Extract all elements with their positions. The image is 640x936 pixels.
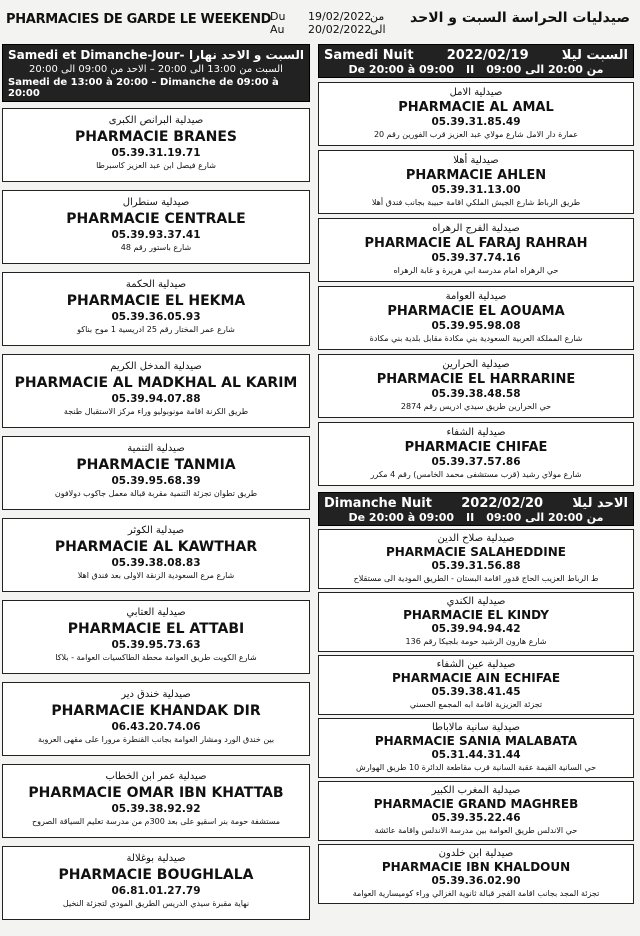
pharmacy-name-ar: صيدلية بوغلالة (126, 853, 186, 864)
pharmacy-name-ar: صيدلية سنطرال (122, 197, 190, 208)
pharmacy-phone: 05.39.95.98.08 (431, 320, 521, 332)
pharmacy-phone: 05.39.36.02.90 (431, 875, 521, 887)
pharmacy-address: مستشفة حومة بنر اسقيو على بعد 300م من مدرسة تعليم السياقة الصروح (31, 817, 281, 826)
day-column (2, 44, 310, 920)
night-column (318, 44, 634, 904)
day-banner-ar: السبت و الاحد نهارا (188, 48, 304, 62)
sunday-night-list (318, 529, 634, 904)
pharmacy-card (2, 108, 310, 182)
pharmacy-phone: 05.39.95.73.63 (111, 639, 201, 651)
pharmacy-name-ar: صيدلية عمر ابن الخطاب (105, 771, 207, 782)
pharmacy-address: حي الحرارين طريق سيدي ادريس رقم 2874 (400, 402, 552, 411)
pharmacy-card (318, 150, 634, 214)
pharmacy-phone: 05.39.37.57.86 (431, 456, 521, 468)
pharmacy-phone: 05.39.31.56.88 (431, 560, 521, 572)
pharmacy-name-fr: PHARMACIE CHIFAE (404, 440, 548, 455)
pharmacy-phone: 05.39.35.22.46 (431, 812, 521, 824)
pharmacy-card (2, 518, 310, 592)
pharmacy-address: شارع باستور رقم 48 (120, 243, 192, 252)
du-label: Du (270, 10, 286, 23)
pharmacy-name-fr: PHARMACIE AL FARAJ RAHRAH (364, 236, 588, 251)
pharmacy-address: طريق الرباط شارع الجيش الملكي اقامة حبيبة بجانب فندق أهلا (371, 198, 581, 207)
day-banner-fr: Samedi et Dimanche-Jour- (8, 48, 185, 62)
pharmacy-name-fr: PHARMACIE CENTRALE (66, 211, 246, 227)
pharmacy-name-ar: صيدلية ابن خلدون (438, 848, 514, 859)
pharmacy-phone: 05.31.44.31.44 (431, 749, 521, 761)
pharmacy-name-fr: PHARMACIE AHLEN (405, 168, 547, 183)
pharmacy-card (2, 436, 310, 510)
pharmacy-name-fr: PHARMACIE KHANDAK DIR (51, 703, 261, 719)
pharmacy-name-fr: PHARMACIE AL KAWTHAR (54, 539, 258, 555)
pharmacy-name-ar: صيدلية خندق دير (121, 689, 191, 700)
pharmacy-address: شارع مرع السعودية الزنقة الاولى بعد فندق اهلا (77, 571, 235, 580)
pharmacy-name-ar: صيدلية البرانص الكبرى (108, 115, 204, 126)
pharmacy-name-ar: صيدلية المغرب الكبير (431, 785, 521, 796)
sun-date: 2022/02/20 (461, 496, 544, 511)
date-range (270, 10, 386, 36)
sat-hours-fr: De 20:00 à 09:00 (348, 63, 455, 76)
pharmacy-card (318, 592, 634, 652)
pharmacy-phone: 05.39.94.07.88 (111, 393, 201, 405)
day-hours-ar: السبت من 13:00 الى 20:00 – الاحد من 09:00 الى 20:00 (29, 64, 283, 75)
day-pharmacy-list (2, 108, 310, 920)
page-title-ar: صيدليات الحراسة السبت و الاحد (410, 10, 630, 26)
sun-label-fr: Dimanche Nuit (324, 496, 432, 511)
pharmacy-name-ar: صيدلية العتابي (126, 607, 186, 618)
pharmacy-card (2, 846, 310, 920)
pharmacy-card (318, 844, 634, 904)
pharmacy-name-ar: صيدلية سانية مالاباطا (431, 722, 521, 733)
day-banner (2, 44, 310, 102)
pharmacy-address: طريق تطوان تجزئة التنمية مقربة قبالة معمل جاكوب دولافون (54, 489, 258, 498)
pharmacy-name-fr: PHARMACIE EL HARRARINE (376, 372, 576, 387)
pharmacy-address: تجزئة العزيزية اقامة ابه المجمع الحسني (409, 700, 543, 709)
pharmacy-address: شارع مولاي رشيد (قرب مستشفى محمد الخامس) رقم 4 مكرر (370, 470, 582, 479)
pharmacy-card (318, 286, 634, 350)
saturday-night-list (318, 82, 634, 486)
pharmacy-card (318, 718, 634, 778)
pharmacy-name-fr: PHARMACIE AIN ECHIFAE (391, 671, 561, 685)
pharmacy-name-ar: صيدلية الفرج الرهراه (432, 223, 520, 234)
sun-label-ar: الاحد ليلا (572, 496, 628, 511)
pharmacy-address: شارع هارون الرشيد حومة بلجيكا رقم 136 (405, 637, 547, 646)
pharmacy-phone: 05.39.31.85.49 (431, 116, 521, 128)
pharmacy-phone: 05.39.31.13.00 (431, 184, 521, 196)
pharmacy-name-ar: صيدلية الحكمة (125, 279, 187, 290)
pharmacy-name-fr: PHARMACIE EL KINDY (403, 608, 549, 622)
du-date: 19/02/2022 (308, 10, 372, 23)
au-label: Au (270, 23, 285, 36)
pharmacy-name-fr: PHARMACIE EL HEKMA (66, 293, 246, 309)
pharmacy-phone: 05.39.93.37.41 (111, 229, 201, 241)
pharmacy-address: شارع المملكة العربية السعودية بني مكادة مقابل بلدية بني مكادة (369, 334, 583, 343)
sun-hours-ar: من 20:00 الى 09:00 (486, 511, 604, 524)
pharmacy-address: شارع عمر المختار رقم 25 ادريسية 1 موح بناكو (77, 325, 235, 334)
pharmacy-address: بين خندق الورد ومشار العوامة بجانب القنطرة مرورا على مقهى العروبة (37, 735, 275, 744)
pharmacy-name-ar: صيدلية الكوثر (127, 525, 185, 536)
pharmacy-name-fr: PHARMACIE SANIA MALABATA (374, 734, 578, 748)
pharmacy-phone: 05.39.37.74.16 (431, 252, 521, 264)
min-label: من (370, 10, 385, 23)
pharmacy-name-ar: صيدلية عين الشفاء (436, 659, 516, 670)
pharmacy-name-ar: صيدلية الشفاء (446, 427, 506, 438)
pharmacy-address: عمارة دار الامل شارع مولاي عبد العزيز قرب الفورين رقم 20 (373, 130, 579, 139)
pharmacy-name-ar: صيدلية صلاح الدين (437, 533, 515, 544)
pharmacy-card (318, 781, 634, 841)
sunday-night-banner (318, 492, 634, 526)
pharmacy-name-fr: PHARMACIE IBN KHALDOUN (381, 860, 571, 874)
pharmacy-name-fr: PHARMACIE SALAHEDDINE (386, 545, 566, 559)
pharmacy-card (318, 422, 634, 486)
sun-sep: II (466, 511, 475, 524)
pharmacy-name-fr: PHARMACIE BOUGHLALA (58, 867, 254, 883)
pharmacy-address: حي الاندلس طريق العوامة بين مدرسة الاندلس واقامة عائشة (374, 826, 578, 835)
pharmacy-card (318, 82, 634, 146)
pharmacy-address: نهاية مقبرة سيدي الدريس الطريق المودي لتجزئة النخيل (62, 899, 250, 908)
pharmacy-phone: 05.39.94.94.42 (431, 623, 521, 635)
ila-label: الى (370, 23, 386, 36)
pharmacy-name-ar: صيدلية التنمية (127, 443, 185, 454)
pharmacy-name-fr: PHARMACIE AL AMAL (398, 100, 554, 115)
pharmacy-name-fr: PHARMACIE EL AOUAMA (387, 304, 565, 319)
sat-label-ar: السبت ليلا (561, 48, 628, 63)
day-hours-fr: Samedi de 13:00 à 20:00 – Dimanche de 09:00 à 20:00 (8, 77, 279, 99)
pharmacy-name-ar: صيدلية الكندي (446, 596, 506, 607)
pharmacy-phone: 05.39.31.19.71 (111, 147, 201, 159)
pharmacy-card (2, 600, 310, 674)
pharmacy-name-ar: صيدلية العوامة (445, 291, 507, 302)
pharmacy-address: حي الرهراه امام مدرسة ابي هريرة و غابة الرهراه (393, 266, 559, 275)
pharmacy-card (2, 190, 310, 264)
pharmacy-name-fr: PHARMACIE EL ATTABI (67, 621, 245, 637)
sat-hours-ar: من 20:00 الى 09:00 (486, 63, 604, 76)
page-header (0, 0, 640, 40)
pharmacy-name-fr: PHARMACIE OMAR IBN KHATTAB (28, 785, 284, 801)
pharmacy-card (2, 272, 310, 346)
pharmacy-card (2, 354, 310, 428)
pharmacy-phone: 05.39.38.08.83 (111, 557, 201, 569)
pharmacy-phone: 05.39.38.41.45 (431, 686, 521, 698)
sat-date: 2022/02/19 (446, 48, 529, 63)
pharmacy-name-fr: PHARMACIE BRANES (75, 129, 237, 145)
pharmacy-address: تجزئة المجد بجانب اقامة الفجر قبالة ثانوية الغزالي وراء كوميسارية العوامة (352, 889, 600, 898)
pharmacy-card (2, 764, 310, 838)
sun-hours-fr: De 20:00 à 09:00 (348, 511, 455, 524)
pharmacy-name-ar: صيدلية الامل (449, 87, 503, 98)
pharmacy-address: طريق الكرنة اقامة مونوبوليو وراء مركز الاستقبال طنجة (63, 407, 249, 416)
pharmacy-card (2, 682, 310, 756)
au-date: 20/02/2022 (308, 23, 372, 36)
pharmacy-phone: 05.39.95.68.39 (111, 475, 201, 487)
pharmacy-phone: 06.81.01.27.79 (111, 885, 201, 897)
pharmacy-phone: 06.43.20.74.06 (111, 721, 201, 733)
pharmacy-card (318, 655, 634, 715)
pharmacy-phone: 05.39.38.92.92 (111, 803, 201, 815)
pharmacy-address: شارع الكويت طريق العوامة محطة الطاكسيات العوامة - بلاكا (55, 653, 257, 662)
pharmacy-name-ar: صيدلية أهلا (453, 155, 499, 166)
pharmacy-card (318, 218, 634, 282)
sunday-night-section (318, 492, 634, 904)
saturday-night-banner (318, 44, 634, 78)
pharmacy-card (318, 354, 634, 418)
pharmacy-name-fr: PHARMACIE TANMIA (76, 457, 236, 473)
pharmacy-name-fr: PHARMACIE AL MADKHAL AL KARIM (14, 375, 298, 391)
pharmacy-address: ط الرباط العزيب الحاج قدور اقامة البستان - الطريق المودية الى مستقلاح (353, 574, 599, 583)
pharmacy-name-ar: صيدلية المدخل الكريم (110, 361, 202, 372)
sat-sep: II (466, 63, 475, 76)
pharmacy-address: حي السانية القيمة عقبة السانية قرب مقاطعة الدائرة 10 طريق الهوارش (355, 763, 597, 772)
pharmacy-card (318, 529, 634, 589)
page-title-fr: PHARMACIES DE GARDE LE WEEKEND (6, 12, 272, 27)
pharmacy-address: شارع فيصل ابن عبد العزيز كاسبرطا (96, 161, 216, 170)
pharmacy-phone: 05.39.38.48.58 (431, 388, 521, 400)
sat-label-fr: Samedi Nuit (324, 48, 414, 63)
pharmacy-phone: 05.39.36.05.93 (111, 311, 201, 323)
pharmacy-name-ar: صيدلية الحرارين (442, 359, 510, 370)
pharmacy-name-fr: PHARMACIE GRAND MAGHREB (373, 797, 579, 811)
